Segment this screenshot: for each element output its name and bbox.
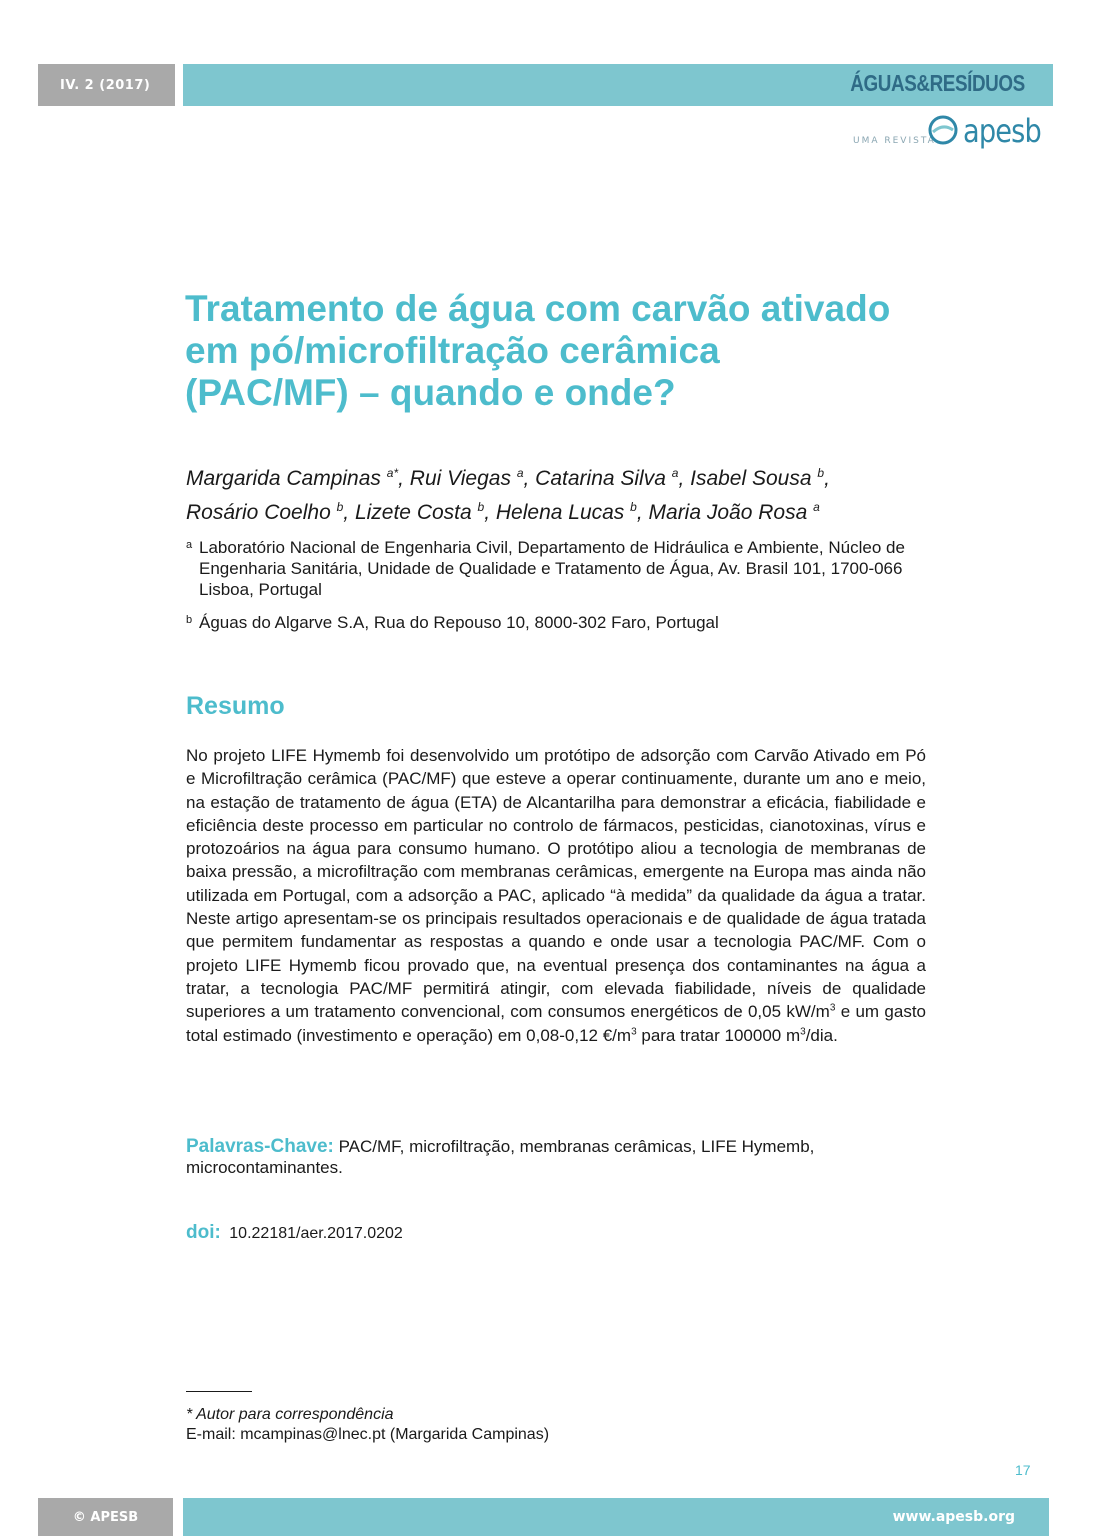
author-affiliation: b xyxy=(477,500,485,514)
title-line: em pó/microfiltração cerâmica xyxy=(185,330,720,371)
affiliation-key: a xyxy=(186,539,193,551)
footer-copyright: © APESB xyxy=(38,1498,173,1536)
author-name: Isabel Sousa xyxy=(690,467,812,490)
issue-label: IV. 2 (2017) xyxy=(38,64,175,106)
author-affiliation: b xyxy=(630,500,637,514)
author-name: Margarida Campinas xyxy=(186,467,381,490)
page-number: 17 xyxy=(1015,1462,1031,1478)
affiliation-a xyxy=(186,537,906,600)
doi-label: doi: xyxy=(186,1222,221,1243)
author-affiliation: b xyxy=(336,500,344,514)
author-affiliation: a xyxy=(671,466,679,480)
author-name: Maria João Rosa xyxy=(648,501,808,524)
author-affiliation: b xyxy=(817,466,825,480)
keywords-label: Palavras-Chave: xyxy=(186,1136,334,1157)
publisher-logo-text: apesb xyxy=(963,112,1041,150)
author-name: Rosário Coelho xyxy=(186,501,331,524)
affiliation-text: Laboratório Nacional de Engenharia Civil, Departamento de Hidráulica e Ambiente, Núcleo de Engenharia Sanitária, Unidade de Qualidade e Tratamento de Água, Av. Brasil 101, 1700-066 Lisboa, Portugal xyxy=(199,538,905,599)
tagline: UMA REVISTA xyxy=(853,136,936,146)
doi-value[interactable]: 10.22181/aer.2017.0202 xyxy=(229,1225,403,1242)
abstract-heading: Resumo xyxy=(186,692,285,720)
affiliation-b xyxy=(186,612,906,633)
author-affiliation: a* xyxy=(386,466,399,480)
footnote xyxy=(186,1405,549,1445)
footer-website[interactable]: www.apesb.org xyxy=(183,1498,1049,1536)
abstract-body: No projeto LIFE Hymemb foi desenvolvido um protótipo de adsorção com Carvão Ativado em Pó e Microfiltração cerâmica (PAC/MF) que esteve a operar continuamente, durante um ano e meio, na estação de tratamento de água (ETA) de Alcantarilha para demonstrar a eficácia, fiabilidade e eficiência deste processo em particular no controlo de fármacos, pesticidas, cianotoxinas, vírus e protozoários na água para consumo humano. O protótipo aliou a tecnologia de membranas de baixa pressão, a microfiltração com membranas cerâmicas, emergente na Europa mas ainda não utilizada em Portugal, com a adsorção a PAC, aplicado “à medida” da qualidade da água a tratar. Neste artigo apresentam-se os principais resultados operacionais e de qualidade de água tratada que permitem fundamentar as respostas a quando e onde usar a tecnologia PAC/MF. Com o projeto LIFE Hymemb ficou provado que, na eventual presença dos contaminantes na água a tratar, a tecnologia PAC/MF permitirá atingir, com elevada fiabilidade, níveis de qualidade superiores a um tratamento convencional, com consumos energéticos de 0,05 $kW/m^3$ e um gasto total estimado (investimento e operação) em 0,08-0,12 $€/m^3$ para tratar 100000 $m^3$/dia. xyxy=(186,746,927,1045)
author-affiliation: a xyxy=(813,500,820,514)
doi xyxy=(186,1222,403,1244)
footnote-corresponding: * Autor para correspondência xyxy=(186,1406,394,1423)
author-affiliation: a xyxy=(516,466,524,480)
title-line: (PAC/MF) – quando e onde? xyxy=(185,372,676,413)
keywords-text: PAC/MF, microfiltração, membranas cerâmicas, LIFE Hymemb, microcontaminantes. xyxy=(186,1137,815,1177)
author-name: Rui Viegas xyxy=(409,467,511,490)
footnote-divider xyxy=(186,1391,252,1392)
keywords xyxy=(186,1136,926,1178)
author-name: Lizete Costa xyxy=(354,501,472,524)
apesb-logo-icon xyxy=(928,115,958,145)
footnote-email[interactable]: E-mail: mcampinas@lnec.pt (Margarida Campinas) xyxy=(186,1426,550,1443)
author-name: Catarina Silva xyxy=(535,467,666,490)
affiliation-key: b xyxy=(186,614,193,626)
author-name: Helena Lucas xyxy=(495,501,625,524)
affiliation-text: Águas do Algarve S.A, Rua do Repouso 10, 8000-302 Faro, Portugal xyxy=(199,613,719,632)
author-list: Margarida Campinas $^{a*}$, Rui Viegas $^a$, Catarina Silva $^a$, Isabel Sousa $^b$, Rosário Coelho $^b$, Lizete Costa $^b$, Helena Lucas $^b$, Maria João Rosa $^a$ xyxy=(186,466,830,524)
article-title xyxy=(185,288,945,414)
journal-brand: ÁGUAS&RESÍDUOS xyxy=(850,70,1025,96)
title-line: Tratamento de água com carvão ativado xyxy=(185,288,891,329)
